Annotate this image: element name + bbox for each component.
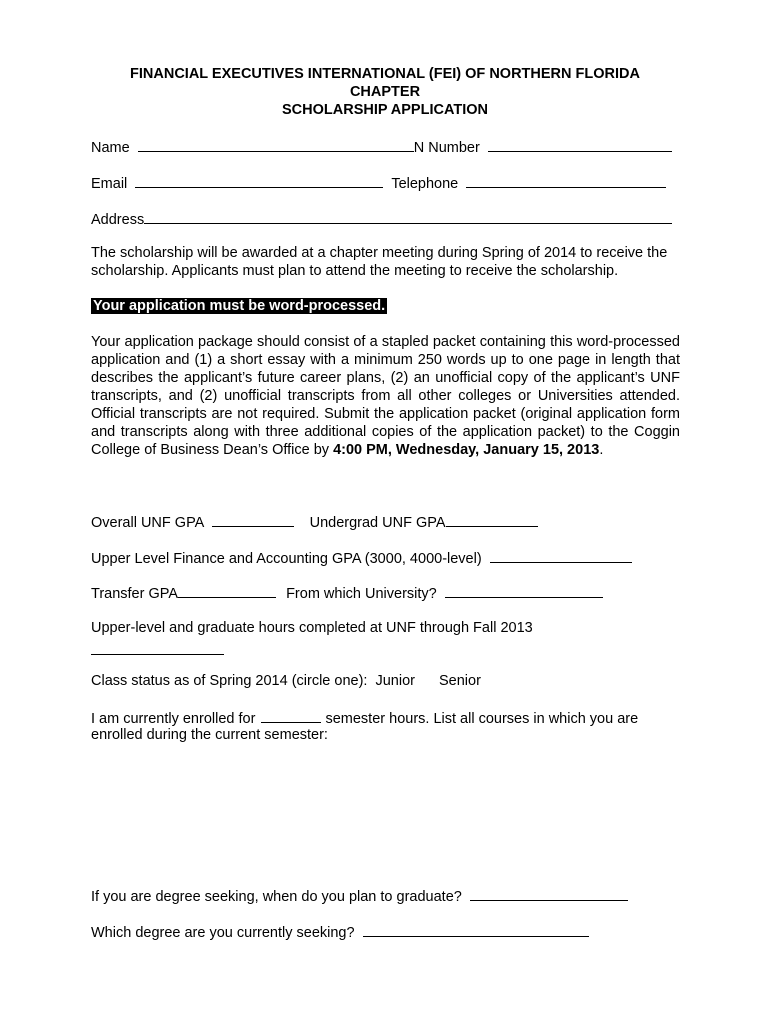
package-end: . [599, 442, 604, 458]
class-status-label: Class status as of Spring 2014 (circle one): [91, 673, 368, 689]
graduate-row [91, 886, 628, 906]
undergrad-gpa-label: Undergrad UNF GPA [309, 515, 446, 531]
class-status-row [91, 672, 481, 690]
header-title: SCHOLARSHIP APPLICATION [282, 102, 488, 118]
email-row [91, 173, 666, 193]
hours-completed-field[interactable] [91, 640, 224, 655]
upper-level-gpa-field[interactable] [490, 548, 632, 563]
enrollment-line2: enrolled during the current semester: [91, 727, 328, 743]
header-organization: FINANCIAL EXECUTIVES INTERNATIONAL (FEI) OF NORTHERN FLORIDA [130, 66, 640, 82]
undergrad-gpa-field[interactable] [446, 512, 538, 527]
telephone-label: Telephone [391, 176, 459, 192]
semester-hours-field[interactable] [261, 708, 321, 723]
graduate-field[interactable] [470, 886, 628, 901]
name-field[interactable] [138, 137, 414, 152]
package-text: Your application package should consist of a stapled packet containing this word-processed application and (1) a short essay with a minimum 250 words up to one page in length that describes the applicant’s future career plans, (2) an unofficial copy of the applicant’s UNF transcripts, and (2) unofficial transcripts from all other colleges or Universities attended. Official transcripts are not required. Submit the application packet (original application form and transcripts along with three additional copies of the application packet) to the Coggin College of Business Dean’s Office by [91, 334, 680, 458]
word-processed-notice: Your application must be word-processed. [93, 298, 386, 314]
transfer-gpa-field[interactable] [178, 583, 276, 598]
enrollment-prefix: I am currently enrolled for [91, 711, 256, 727]
hours-completed-row [91, 640, 224, 660]
overall-gpa-label: Overall UNF GPA [91, 515, 204, 531]
upper-level-gpa-label: Upper Level Finance and Accounting GPA (3000, 4000-level) [91, 551, 482, 567]
gpa-row [91, 512, 538, 532]
transfer-gpa-label: Transfer GPA [91, 586, 179, 602]
enrollment-row [91, 708, 638, 728]
header-chapter: CHAPTER [349, 84, 421, 100]
upper-level-gpa-row [91, 548, 632, 568]
class-status-junior[interactable]: Junior [375, 673, 415, 689]
telephone-field[interactable] [466, 173, 666, 188]
address-field[interactable] [144, 209, 672, 224]
package-instructions [91, 333, 680, 459]
award-note: The scholarship will be awarded at a chapter meeting during Spring of 2014 to receive the scholarship. Applicants must plan to attend the meeting to receive the scholarship. [91, 245, 668, 279]
address-row [91, 209, 672, 229]
degree-question: Which degree are you currently seeking? [91, 925, 355, 941]
from-university-label: From which University? [286, 586, 437, 602]
n-number-label: N Number [413, 140, 480, 156]
form-header [0, 65, 770, 119]
n-number-field[interactable] [488, 137, 672, 152]
class-status-senior[interactable]: Senior [439, 673, 481, 689]
enrollment-suffix: semester hours. List all courses in which you are [325, 711, 639, 727]
email-label: Email [91, 176, 128, 192]
degree-field[interactable] [363, 922, 589, 937]
hours-completed-label: Upper-level and graduate hours completed at UNF through Fall 2013 [91, 620, 533, 636]
name-row [91, 137, 672, 157]
from-university-field[interactable] [445, 583, 603, 598]
graduate-question: If you are degree seeking, when do you plan to graduate? [91, 889, 462, 905]
address-label: Address [91, 212, 145, 228]
name-label: Name [91, 140, 130, 156]
deadline-text: 4:00 PM, Wednesday, January 15, 2013 [333, 442, 600, 458]
notice-row [91, 297, 387, 315]
email-field[interactable] [135, 173, 383, 188]
degree-row [91, 922, 589, 942]
transfer-gpa-row [91, 583, 603, 603]
overall-gpa-field[interactable] [212, 512, 294, 527]
